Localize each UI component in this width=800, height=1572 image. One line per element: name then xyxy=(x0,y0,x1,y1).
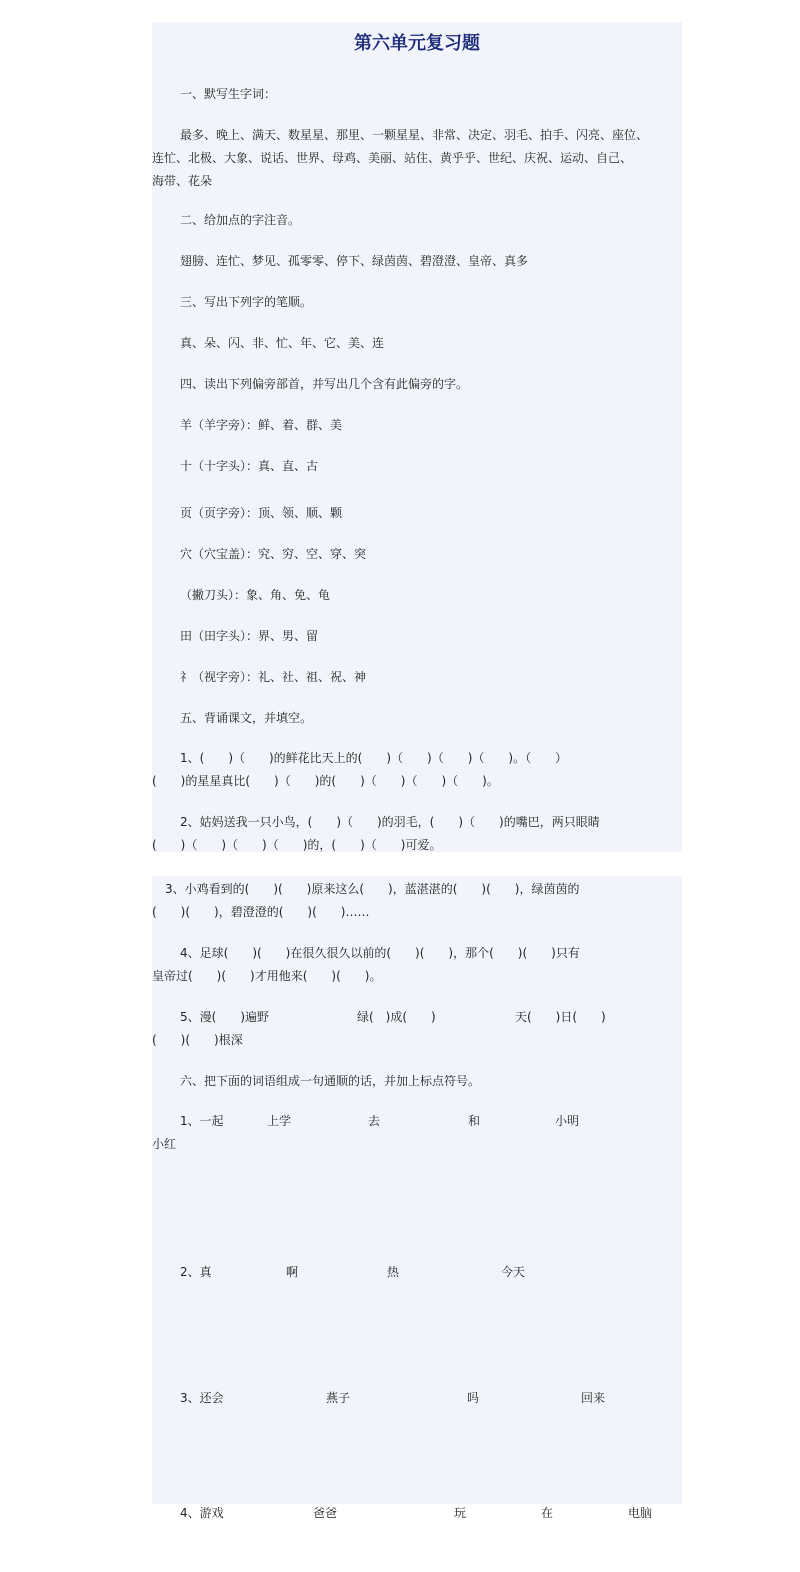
word-tile: 去 xyxy=(368,1114,381,1128)
word-tile: 小红 xyxy=(152,1137,177,1151)
radical-item: （撇刀头）：象、角、免、龟 xyxy=(180,588,331,602)
word-tile: 回来 xyxy=(581,1391,606,1405)
word-tile: 玩 xyxy=(454,1506,467,1520)
radical-item: 十（十字头）：真、直、古 xyxy=(180,459,319,473)
page-title: 第六单元复习题 xyxy=(354,33,480,54)
section-1-heading: 一、默写生字词： xyxy=(180,87,277,101)
fill-blank-q3-line-1: 3、小鸡看到的( )( )原来这么( )，蓝湛湛的( )( )，绿茵茵的 xyxy=(165,882,580,896)
section-6-heading: 六、把下面的词语组成一句通顺的话，并加上标点符号。 xyxy=(180,1074,481,1088)
section-2-heading: 二、给加点的字注音。 xyxy=(180,213,301,227)
word-tile: 1、一起 xyxy=(180,1114,224,1128)
word-tile: 3、还会 xyxy=(180,1391,224,1405)
word-tile: 小明 xyxy=(555,1114,580,1128)
fill-blank-q1-line-1: 1、( )（ )的鲜花比天上的( )（ )（ )（ )。（ ） xyxy=(180,751,568,765)
radical-item: 田（田字头）：界、男、留 xyxy=(180,629,319,643)
fill-blank-q3-line-2: ( )( )，碧澄澄的( )( )…… xyxy=(152,905,370,919)
radical-item: 页（页字旁）：顶、领、顺、颗 xyxy=(180,506,343,520)
fill-blank-q5-part-2: 绿( )成( ) xyxy=(357,1010,436,1024)
word-tile: 吗 xyxy=(467,1391,480,1405)
fill-blank-q2-line-2: ( )（ )（ )（ )的，( )（ )可爱。 xyxy=(152,838,442,852)
section-1-line-1: 最多、晚上、满天、数星星、那里、一颗星星、非常、决定、羽毛、拍手、闪亮、座位、 xyxy=(180,128,649,142)
fill-blank-q5-part-3: 天( )日( ) xyxy=(515,1010,606,1024)
word-tile: 啊 xyxy=(286,1265,299,1279)
fill-blank-q1-line-2: ( )的星星真比( )（ )的( )（ )（ )（ )。 xyxy=(152,774,499,788)
fill-blank-q4-line-2: 皇帝过( )( )才用他来( )( )。 xyxy=(152,969,382,983)
section-1-line-2: 连忙、北极、大象、说话、世界、母鸡、美丽、站住、黄乎乎、世纪、庆祝、运动、自己、 xyxy=(152,151,633,165)
radical-item: 羊（羊字旁）：鲜、着、群、美 xyxy=(180,418,343,432)
fill-blank-q4-line-1: 4、足球( )( )在很久很久以前的( )( )，那个( )( )只有 xyxy=(180,946,580,960)
word-tile: 上学 xyxy=(267,1114,292,1128)
word-tile: 2、真 xyxy=(180,1265,212,1279)
radical-item: 礻（视字旁）：礼、社、祖、祝、神 xyxy=(180,670,367,684)
section-3-line-1: 真、朵、闪、非、忙、年、它、美、连 xyxy=(180,336,385,350)
section-4-heading: 四、读出下列偏旁部首，并写出几个含有此偏旁的字。 xyxy=(180,377,469,391)
radical-item: 穴（穴宝盖）：究、穷、空、穿、突 xyxy=(180,547,367,561)
section-5-heading: 五、背诵课文，并填空。 xyxy=(180,711,313,725)
word-tile: 爸爸 xyxy=(313,1506,338,1520)
word-tile: 燕子 xyxy=(326,1391,351,1405)
section-1-line-3: 海带、花朵 xyxy=(152,174,213,188)
word-tile: 4、游戏 xyxy=(180,1506,224,1520)
section-2-line-1: 翅膀、连忙、梦见、孤零零、停下、绿茵茵、碧澄澄、皇帝、真多 xyxy=(180,254,529,268)
fill-blank-q5-part-1: 5、漫( )遍野 xyxy=(180,1010,269,1024)
word-tile: 电脑 xyxy=(628,1506,653,1520)
section-3-heading: 三、写出下列字的笔顺。 xyxy=(180,295,313,309)
worksheet-panel-top xyxy=(152,22,682,852)
word-tile: 和 xyxy=(468,1114,481,1128)
fill-blank-q2-line-1: 2、姑妈送我一只小鸟，( )（ )的羽毛，( )（ )的嘴巴，两只眼睛 xyxy=(180,815,600,829)
word-tile: 今天 xyxy=(501,1265,526,1279)
fill-blank-q5-part-4: ( )( )根深 xyxy=(152,1033,243,1047)
word-tile: 热 xyxy=(387,1265,400,1279)
word-tile: 在 xyxy=(541,1506,554,1520)
